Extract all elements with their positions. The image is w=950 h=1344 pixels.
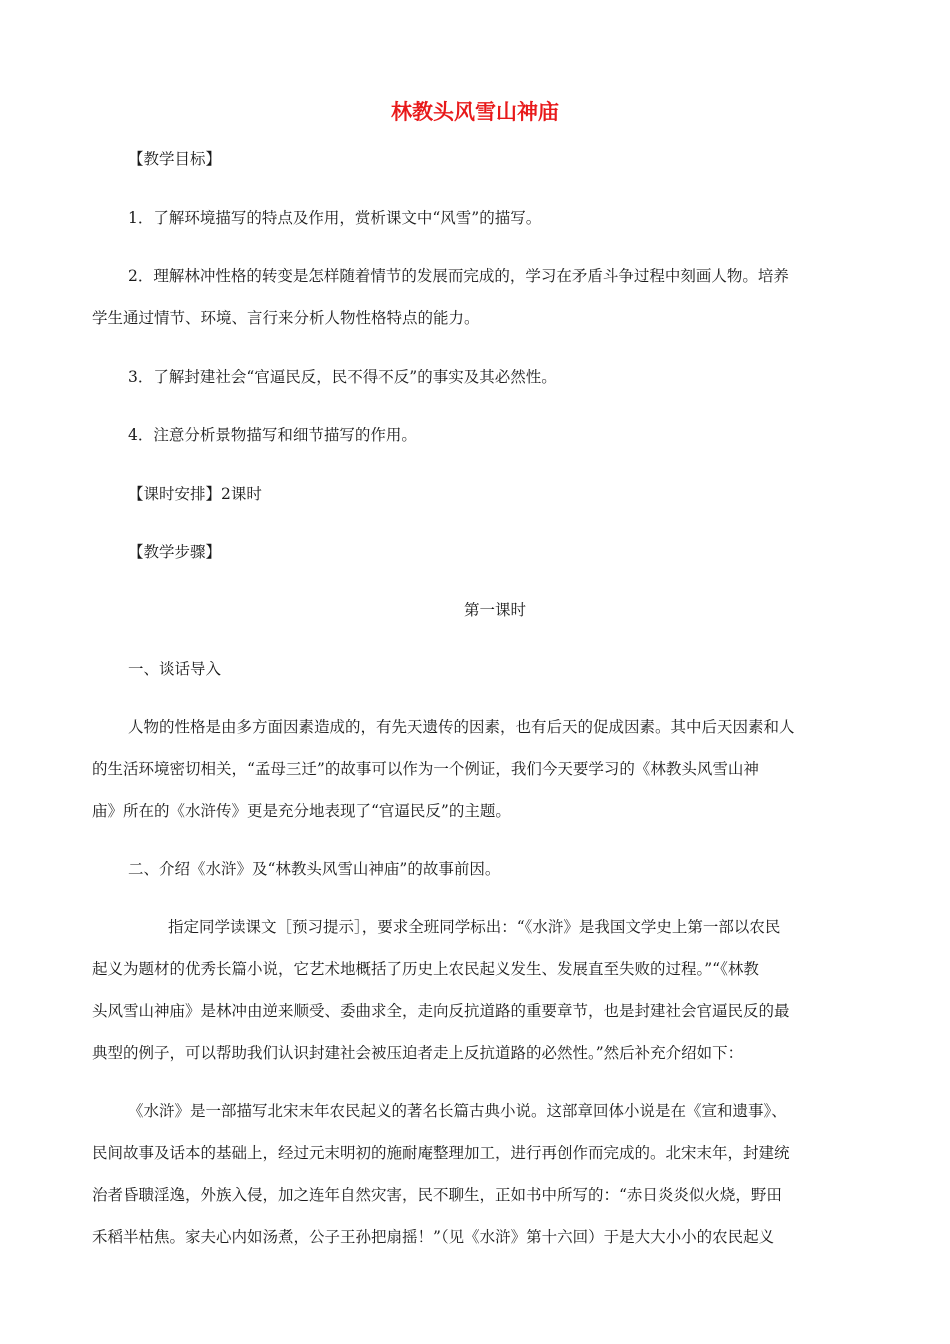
paragraph-line: 典型的例子，可以帮助我们认识封建社会被压迫者走上反抗道路的必然性。”然后补充介绍如下： (92, 1044, 744, 1062)
paragraph-line: 学生通过情节、环境、言行来分析人物性格特点的能力。 (92, 309, 480, 327)
paragraph-line: 4．注意分析景物描写和细节描写的作用。 (128, 426, 417, 444)
subsection-heading: 二、介绍《水浒》及“林教头风雪山神庙”的故事前因。 (128, 860, 501, 878)
paragraph-line: 禾稻半枯焦。家夫心内如汤煮，公子王孙把扇摇！”（见《水浒》第十六回）于是大大小小的农民起义 (92, 1228, 775, 1246)
paragraph-line: 3．了解封建社会“官逼民反，民不得不反”的事实及其必然性。 (128, 368, 557, 386)
paragraph-line: 治者昏聩淫逸，外族入侵，加之连年自然灾害，民不聊生，正如书中所写的：“赤日炎炎似火烧，野田 (92, 1186, 782, 1204)
paragraph-line: 人物的性格是由多方面因素造成的，有先天遗传的因素，也有后天的促成因素。其中后天因素和人 (128, 718, 795, 736)
paragraph-line: 的生活环境密切相关，“孟母三迁”的故事可以作为一个例证，我们今天要学习的《林教头风雪山神 (92, 760, 759, 778)
section-heading-schedule: 【课时安排】2课时 (128, 485, 262, 503)
section-heading-steps: 【教学步骤】 (128, 543, 222, 561)
document-title: 林教头风雪山神庙 (391, 100, 559, 124)
paragraph-line: 指定同学读课文［预习提示］，要求全班同学标出：“《水浒》是我国文学史上第一部以农民 (168, 918, 781, 936)
paragraph-line: 《水浒》是一部描写北宋末年农民起义的著名长篇古典小说。这部章回体小说是在《宣和遗事》、 (128, 1102, 787, 1120)
section-heading-objectives: 【教学目标】 (128, 150, 222, 168)
paragraph-line: 民间故事及话本的基础上，经过元末明初的施耐庵整理加工，进行再创作而完成的。北宋末年，封建统 (92, 1144, 790, 1162)
paragraph-line: 头风雪山神庙》是林冲由逆来顺受、委曲求全，走向反抗道路的重要章节，也是封建社会官逼民反的最 (92, 1002, 790, 1020)
subsection-heading: 一、谈话导入 (128, 660, 222, 678)
paragraph-line: 庙》所在的《水浒传》更是充分地表现了“官逼民反”的主题。 (92, 802, 511, 820)
paragraph-line: 起义为题材的优秀长篇小说，它艺术地概括了历史上农民起义发生、发展直至失败的过程。”“《林教 (92, 960, 759, 978)
paragraph-line: 2．理解林冲性格的转变是怎样随着情节的发展而完成的，学习在矛盾斗争过程中刻画人物。培养 (128, 267, 789, 285)
paragraph-line: 1．了解环境描写的特点及作用，赏析课文中“风雪”的描写。 (128, 209, 542, 227)
lesson-heading: 第一课时 (463, 601, 526, 619)
